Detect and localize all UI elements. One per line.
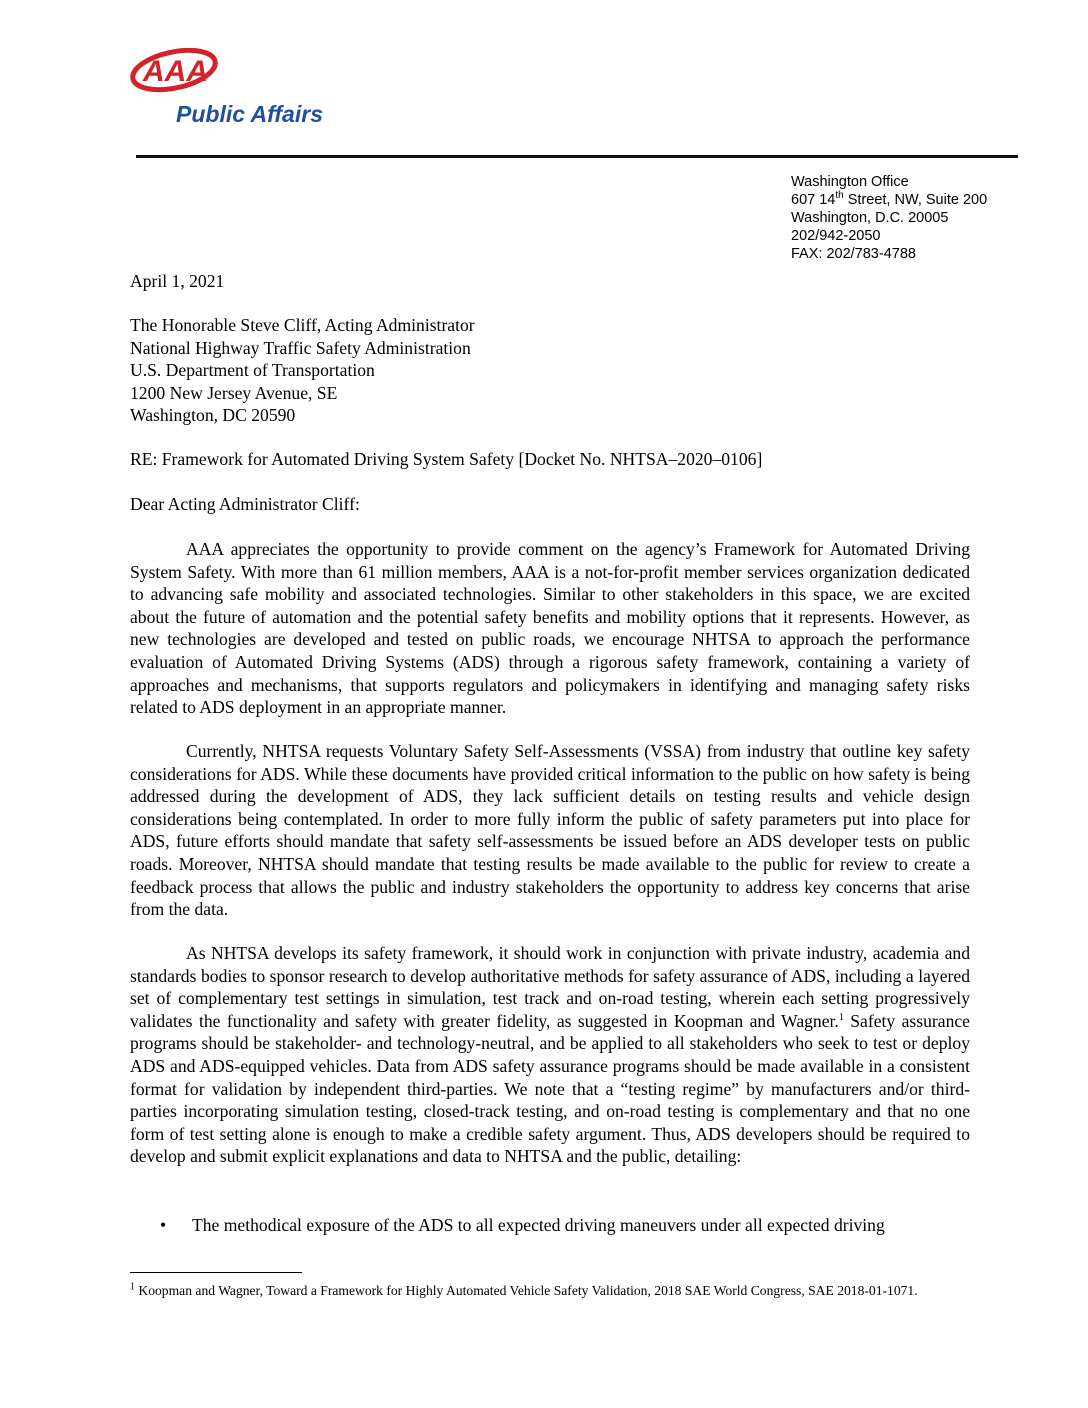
recipient-line: The Honorable Steve Cliff, Acting Administrator — [130, 315, 475, 335]
bullet-icon: • — [160, 1215, 167, 1235]
svg-text:AAA: AAA — [143, 55, 208, 88]
letter-date: April 1, 2021 — [130, 271, 225, 291]
office-fax: FAX: 202/783-4788 — [791, 246, 916, 262]
recipient-line: 1200 New Jersey Avenue, SE — [130, 382, 338, 403]
body-paragraph-2: Currently, NHTSA requests Voluntary Safety Self-Assessments (VSSA) from industry that outline key safety considerations for ADS. While these documents have provided critical information to the public on how safety is being addressed during the development of ADS, they lack sufficient details on testing results and vehicle design considerations being contemplated. In order to more fully inform the public of safety parameters put into place for ADS, future efforts should mandate that safety self-assessments be issued before an ADS developer tests on public roads. Moreover, NHTSA should mandate that testing results be made available to the public for review to create a feedback process that allows the public and industry stakeholders the opportunity to address key concerns that arise from the data. — [130, 741, 970, 920]
office-address — [791, 173, 987, 263]
salutation: Dear Acting Administrator Cliff: — [130, 494, 360, 514]
bullet-text: The methodical exposure of the ADS to all expected driving maneuvers under all expected driving — [192, 1215, 885, 1235]
office-street: 607 14th Street, NW, Suite 200 — [791, 190, 988, 208]
body-paragraph-3: As NHTSA develops its safety framework, it should work in conjunction with private industry, academia and standards bodies to sponsor research to develop authoritative methods for safety assurance of ADS, including a layered set of complementary test settings in simulation, test track and on-road testing, wherein each setting progressively validates the functionality and safety with greater fidelity, as suggested in Koopman and Wagner.$^1$ Safety assurance programs should be stakeholder- and technology-neutral, and be applied to all stakeholders who seek to test or deploy ADS and ADS-equipped vehicles. Data from ADS safety assurance programs should be made available in a consistent format for validation by independent third-parties. We note that a “testing regime” by manufacturers and/or third-parties incorporating simulation testing, closed-track testing, and on-road testing is complementary and that no one form of test setting alone is enough to make a credible safety argument. Thus, ADS developers should be required to develop and submit explicit explanations and data to NHTSA and the public, detailing: — [130, 943, 970, 1167]
svg-text:Public Affairs: Public Affairs — [176, 101, 323, 127]
office-phone: 202/942-2050 — [791, 228, 881, 244]
aaa-public-affairs-logo — [130, 48, 330, 128]
body-paragraph-1: AAA appreciates the opportunity to provide comment on the agency’s Framework for Automated Driving System Safety. With more than 61 million members, AAA is a not-for-profit member services organization dedicated to advancing safe mobility and associated technologies. Similar to other stakeholders in this space, we are excited about the future of automation and the potential safety benefits and mobility options that it represents. However, as new technologies are developed and tested on public roads, we encourage NHTSA to approach the performance evaluation of Automated Driving Systems (ADS) through a rigorous safety framework, containing a variety of approaches and mechanisms, that supports regulators and policymakers in identifying and managing safety risks related to ADS deployment in an appropriate manner. — [130, 539, 970, 718]
footnote-text: Koopman and Wagner, Toward a Framework for Highly Automated Vehicle Safety Validation, 2018 SAE World Congress, SAE 2018-01-1071. — [135, 1283, 918, 1298]
office-name: Washington Office — [791, 174, 909, 190]
recipient-block — [130, 314, 966, 427]
office-city: Washington, D.C. 20005 — [791, 210, 949, 226]
header-rule — [136, 155, 1018, 158]
footnote-reference: 1 — [838, 1011, 844, 1023]
footnote-marker: 1 — [130, 1281, 135, 1293]
aaa-logo-icon — [130, 48, 330, 128]
footnote-rule — [130, 1272, 302, 1273]
re-line: RE: Framework for Automated Driving System Safety [Docket No. NHTSA–2020–0106] — [130, 449, 763, 469]
footnote — [130, 1282, 990, 1299]
recipient-line: Washington, DC 20590 — [130, 405, 296, 426]
recipient-line: U.S. Department of Transportation — [130, 360, 375, 381]
recipient-line: National Highway Traffic Safety Administration — [130, 337, 471, 358]
